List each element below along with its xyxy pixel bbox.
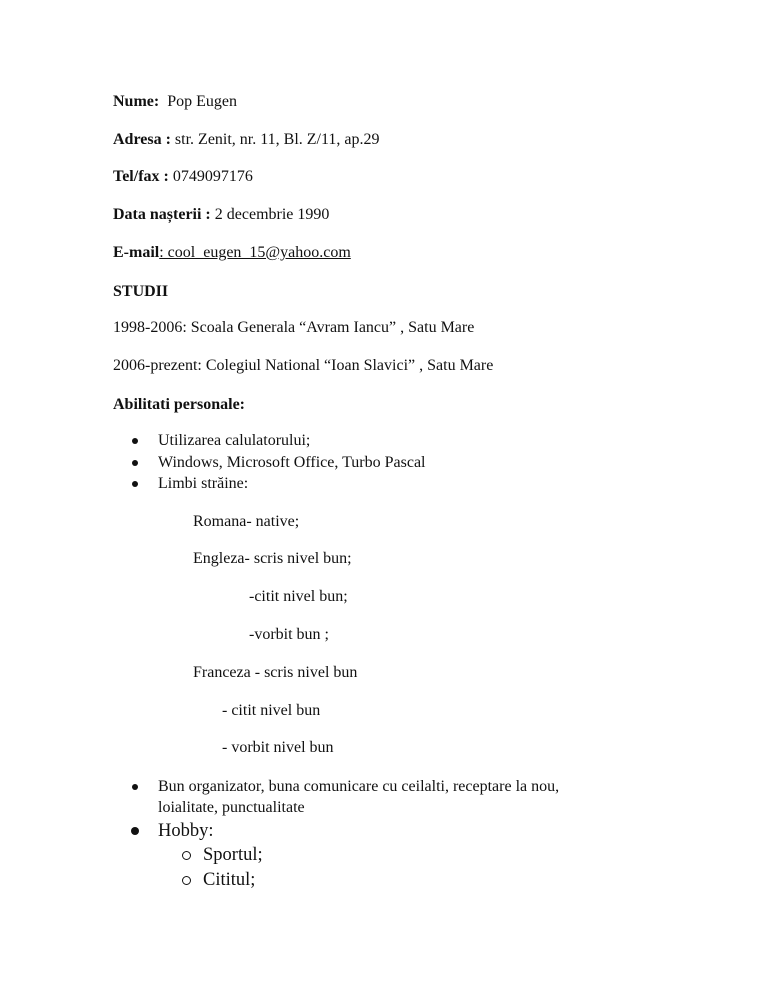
bullet-icon: [131, 827, 139, 835]
circle-bullet-icon: [182, 851, 191, 860]
birth-label: Data nașterii :: [113, 206, 211, 223]
hobby-item-reading: Cititul;: [203, 870, 256, 890]
skill-item-software: Windows, Microsoft Office, Turbo Pascal: [158, 454, 426, 471]
name-value: Pop Eugen: [167, 93, 237, 110]
skill-organizer-line1: Bun organizator, buna comunicare cu ceilalti, receptare la nou,: [158, 778, 560, 795]
birth-line: [113, 205, 329, 225]
bullet-icon: [132, 784, 138, 790]
address-line: [113, 130, 380, 150]
language-franceza-citit: - citit nivel bun: [222, 702, 321, 719]
email-label: E-mail: [113, 244, 160, 261]
language-romana: Romana- native;: [193, 513, 300, 530]
address-value: str. Zenit, nr. 11, Bl. Z/11, ap.29: [174, 131, 380, 148]
name-line: [113, 92, 237, 112]
phone-value: 0749097176: [172, 168, 253, 185]
skill-item-computer: Utilizarea calulatorului;: [158, 432, 311, 449]
language-franceza-vorbit: - vorbit nivel bun: [222, 739, 334, 756]
study-item-2: 2006-prezent: Colegiul National “Ioan Slavici” , Satu Mare: [113, 357, 494, 374]
hobby-label: Hobby:: [158, 821, 214, 841]
language-engleza-vorbit: -vorbit bun ;: [249, 626, 329, 643]
skill-item-languages: Limbi străine:: [158, 475, 249, 492]
studies-heading: STUDII: [113, 283, 169, 300]
phone-line: [113, 167, 253, 187]
skills-heading: Abilitati personale:: [113, 396, 245, 413]
phone-label: Tel/fax :: [113, 168, 169, 185]
language-engleza-scris: Engleza- scris nivel bun;: [193, 550, 352, 567]
bullet-icon: [132, 481, 138, 487]
birth-value: 2 decembrie 1990: [214, 206, 330, 223]
study-item-1: 1998-2006: Scoala Generala “Avram Iancu” , Satu Mare: [113, 319, 475, 336]
circle-bullet-icon: [182, 876, 191, 885]
bullet-icon: [132, 460, 138, 466]
name-label: Nume:: [113, 93, 160, 110]
email-line: [113, 243, 351, 263]
email-link[interactable]: : cool_eugen_15@yahoo.com: [159, 244, 351, 261]
skill-organizer-line2: loialitate, punctualitate: [158, 799, 305, 816]
hobby-item-sport: Sportul;: [203, 845, 263, 865]
language-franceza-scris: Franceza - scris nivel bun: [193, 664, 358, 681]
bullet-icon: [132, 438, 138, 444]
language-engleza-citit: -citit nivel bun;: [249, 588, 348, 605]
address-label: Adresa :: [113, 131, 171, 148]
